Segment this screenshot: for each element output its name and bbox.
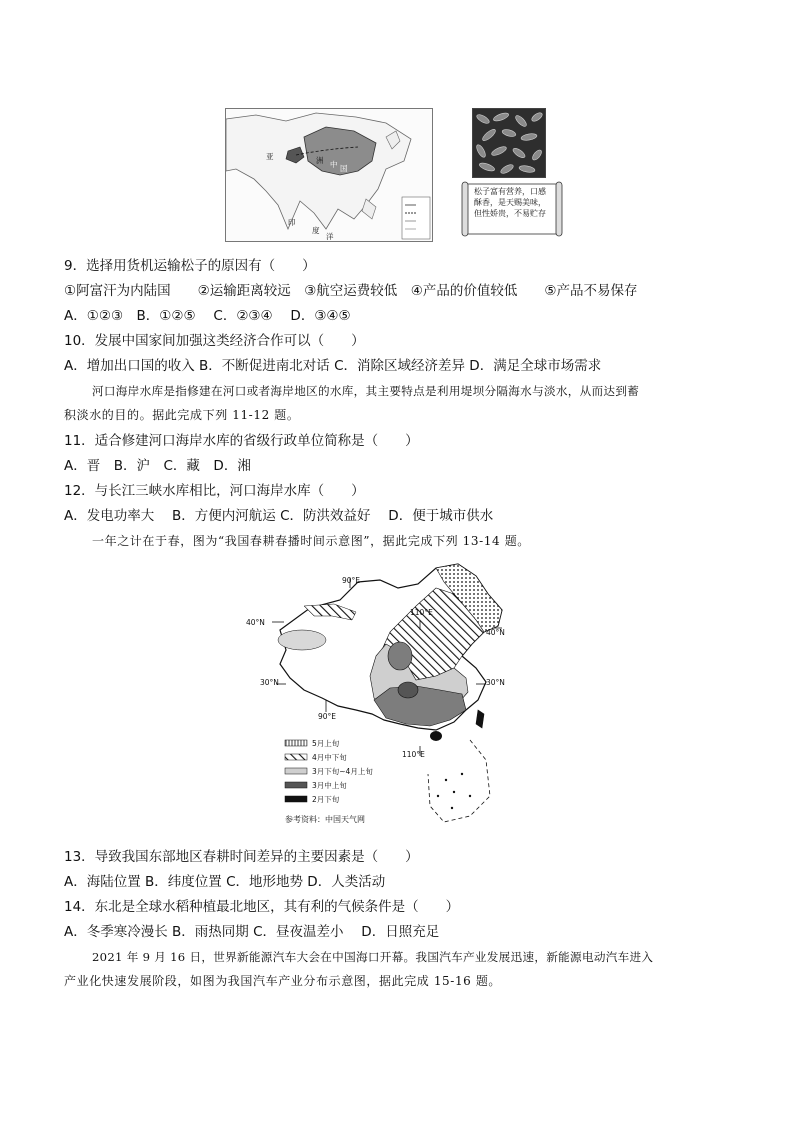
q9-stem: 9．选择用货机运输松子的原因有（ ）: [64, 258, 316, 274]
q9-choices: A．①②③ B．①②⑤ C．②③④ D．③④⑤: [64, 308, 351, 324]
q10-stem: 10．发展中国家间加强这类经济合作可以（ ）: [64, 333, 365, 349]
map-label-ocean-2: 度: [312, 226, 320, 235]
scroll-note: [460, 180, 564, 238]
lat-40-right-label: 40°N: [486, 628, 505, 637]
q9-options: ①阿富汗为内陆国 ②运输距离较远 ③航空运费较低 ④产品的价值较低 ⑤产品不易保存: [64, 283, 638, 299]
afghanistan-china-route-map: [225, 108, 433, 242]
legend-label-march-late-april-early: 3月下旬~4月上旬: [312, 767, 373, 776]
pine-nut-photo: [472, 108, 546, 178]
map-label-ocean-1: 印: [288, 218, 296, 227]
pine-nut-photo-svg: [473, 109, 545, 177]
q14-choices: A．冬季寒冷漫长 B．雨热同期 C．昼夜温差小 D．日照充足: [64, 924, 440, 940]
legend-label-april-mid-late: 4月中下旬: [312, 753, 347, 762]
q13-choices: A．海陆位置 B．纬度位置 C．地形地势 D．人类活动: [64, 874, 386, 890]
spring-plowing-map: [240, 560, 540, 830]
lat-30-right-label: 30°N: [486, 678, 505, 687]
legend-label-march-early-mid: 3月中上旬: [312, 781, 347, 790]
q11-choices: A．晋 B．沪 C．藏 D．湘: [64, 458, 251, 474]
passage1-line2: 积淡水的目的。据此完成下列 11-12 题。: [64, 408, 300, 422]
scroll-note-text: 松子富有营养，口感酥香，是天赐美味，但性娇贵，不易贮存: [474, 187, 546, 218]
passage3-line1: 2021 年 9 月 16 日，世界新能源汽车大会在中国海口开幕。我国汽车产业发展迅速，新能源电动汽车进入: [92, 950, 654, 964]
q10-choices: A．增加出口国的收入 B．不断促进南北对话 C．消除区域经济差异 D．满足全球市场需求: [64, 358, 602, 374]
lon-110-bottom-label: 110°E: [402, 750, 425, 759]
q14-stem: 14．东北是全球水稻种植最北地区，其有利的气候条件是（ ）: [64, 899, 460, 915]
lat-30-left-label: 30°N: [260, 678, 279, 687]
q12-stem: 12．与长江三峡水库相比，河口海岸水库（ ）: [64, 483, 365, 499]
q13-stem: 13．导致我国东部地区春耕时间差异的主要因素是（ ）: [64, 849, 419, 865]
passage1-line1: 河口海岸水库是指修建在河口或者海岸地区的水库，其主要特点是利用堤坝分隔海水与淡水，从而达到蓄: [92, 384, 640, 398]
map-label-ocean-3: 洋: [326, 232, 334, 241]
passage2-line1: 一年之计在于春，图为“我国春耕春播时间示意图”，据此完成下列 13-14 题。: [92, 534, 530, 548]
legend-label-feb-late: 2月下旬: [312, 795, 340, 804]
lat-40-left-label: 40°N: [246, 618, 265, 627]
map-label-continent: 洲: [316, 156, 324, 165]
map-source-label: 参考资料：中国天气网: [285, 815, 365, 824]
passage3-line2: 产业化快速发展阶段，如图为我国汽车产业分布示意图，据此完成 15-16 题。: [64, 974, 502, 988]
map-label-china-1: 中: [330, 160, 338, 169]
lon-110-top-label: 110°E: [410, 608, 433, 617]
map-label-china-2: 国: [340, 164, 348, 173]
q12-choices: A．发电功率大 B．方便内河航运 C．防洪效益好 D．便于城市供水: [64, 508, 494, 524]
route-map-svg: [226, 109, 432, 241]
lon-90-bottom-label: 90°E: [318, 712, 337, 721]
spring-plowing-map-svg: [240, 560, 540, 830]
map-label-asia: 亚: [266, 152, 274, 161]
q11-stem: 11．适合修建河口海岸水库的省级行政单位简称是（ ）: [64, 433, 419, 449]
lon-90-top-label: 90°E: [342, 576, 361, 585]
legend-label-may-early: 5月上旬: [312, 739, 340, 748]
